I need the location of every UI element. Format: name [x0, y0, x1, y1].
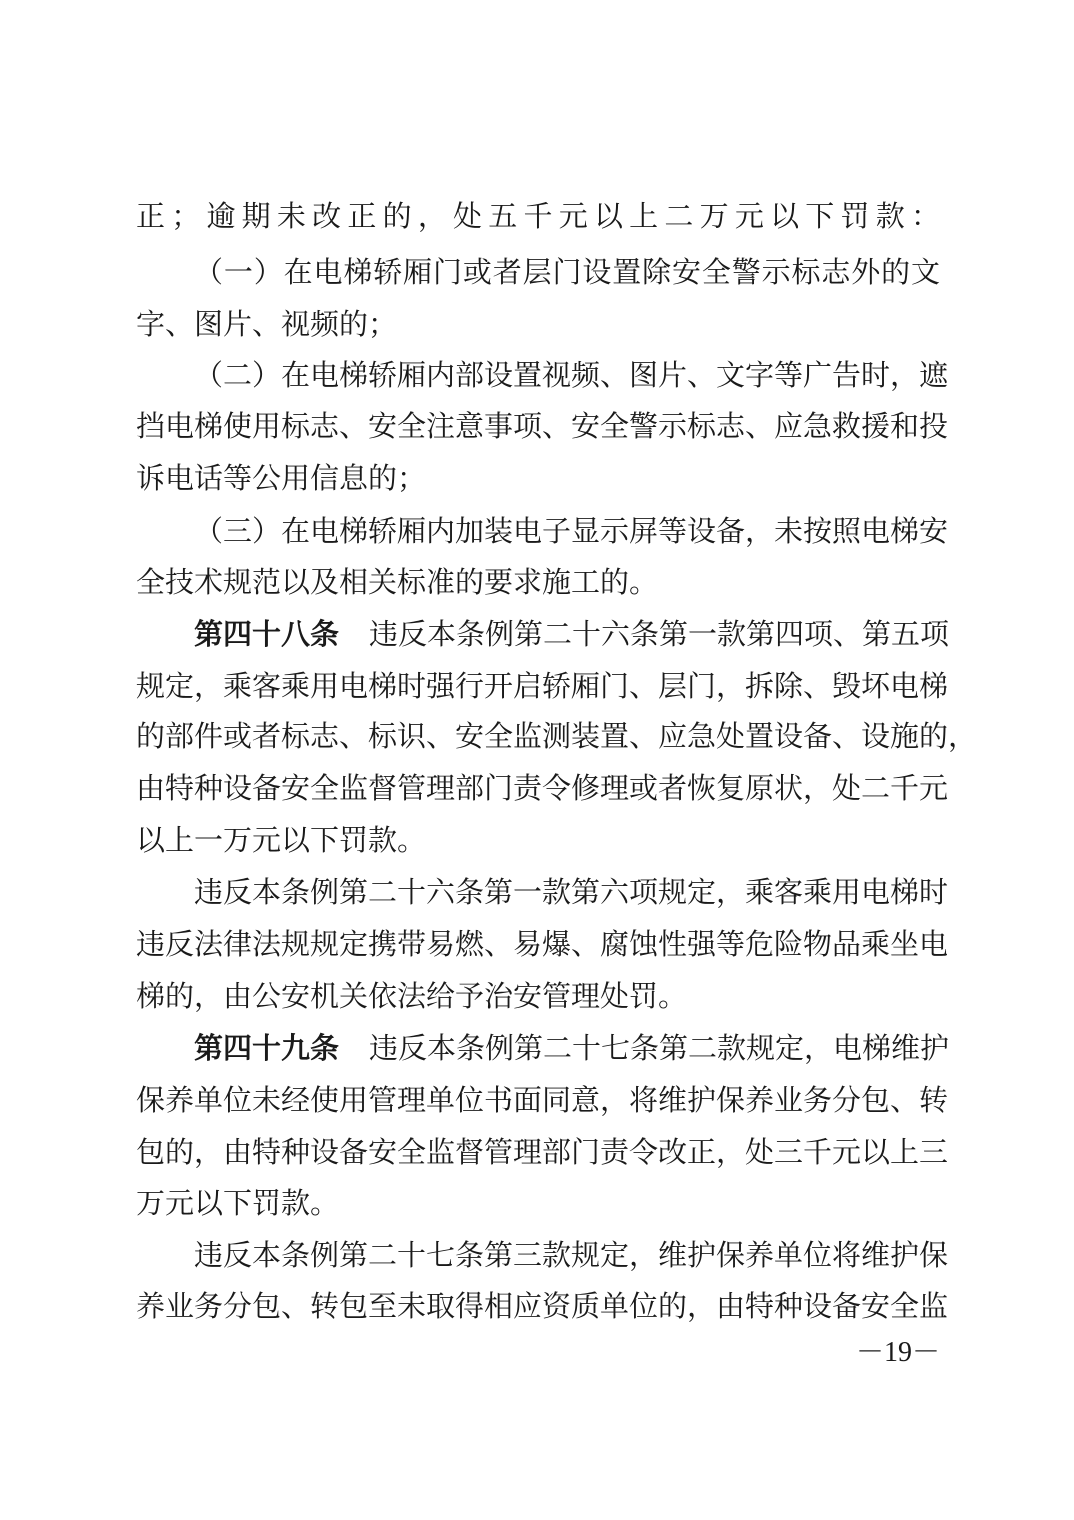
text-line: 违反法律法规规定携带易燃、易爆、腐蚀性强等危险物品乘坐电: [136, 927, 949, 961]
text-line: 全技术规范以及相关标准的要求施工的。: [136, 565, 659, 599]
text-line: 规定，乘客乘用电梯时强行开启轿厢门、层门，拆除、毁坏电梯: [136, 669, 949, 703]
text-line: 梯的，由公安机关依法给予治安管理处罚。: [136, 979, 688, 1013]
text-line: 的部件或者标志、标识、安全监测装置、应急处置设备、设施的，: [136, 719, 978, 753]
text-line: 正；逾期未改正的，处五千元以上二万元以下罚款：: [136, 199, 940, 233]
page-number: －19－: [855, 1337, 940, 1368]
text-line: 养业务分包、转包至未取得相应资质单位的，由特种设备安全监: [136, 1289, 949, 1323]
text-line: 保养单位未经使用管理单位书面同意，将维护保养业务分包、转: [136, 1083, 949, 1117]
text-line: 违反本条例第二十六条第一款第六项规定，乘客乘用电梯时: [194, 875, 949, 909]
text-line: （三）在电梯轿厢内加装电子显示屏等设备，未按照电梯安: [194, 514, 949, 548]
text-line: （一）在电梯轿厢门或者层门设置除安全警示标志外的文: [194, 255, 940, 289]
text-line: 包的，由特种设备安全监督管理部门责令改正，处三千元以上三: [136, 1135, 949, 1169]
text-line: 违反本条例第二十七条第三款规定，维护保养单位将维护保: [194, 1238, 949, 1272]
text-line: 诉电话等公用信息的；: [136, 461, 427, 495]
text-line: 字、图片、视频的；: [136, 307, 398, 341]
text-line: 挡电梯使用标志、安全注意事项、安全警示标志、应急救援和投: [136, 409, 949, 443]
text-line: 以上一万元以下罚款。: [136, 823, 427, 857]
text-line: 万元以下罚款。: [136, 1186, 340, 1220]
text-line: 由特种设备安全监督管理部门责令修理或者恢复原状，处二千元: [136, 771, 949, 805]
article-49-heading: 第四十九条: [194, 1031, 340, 1065]
article-49-first-line: 第四十九条 违反本条例第二十七条第二款规定，电梯维护: [194, 1031, 950, 1065]
article-48-heading: 第四十八条: [194, 617, 340, 651]
article-48-first-line: 第四十八条 违反本条例第二十六条第一款第四项、第五项: [194, 617, 950, 651]
text-line: （二）在电梯轿厢内部设置视频、图片、文字等广告时，遮: [194, 358, 949, 392]
